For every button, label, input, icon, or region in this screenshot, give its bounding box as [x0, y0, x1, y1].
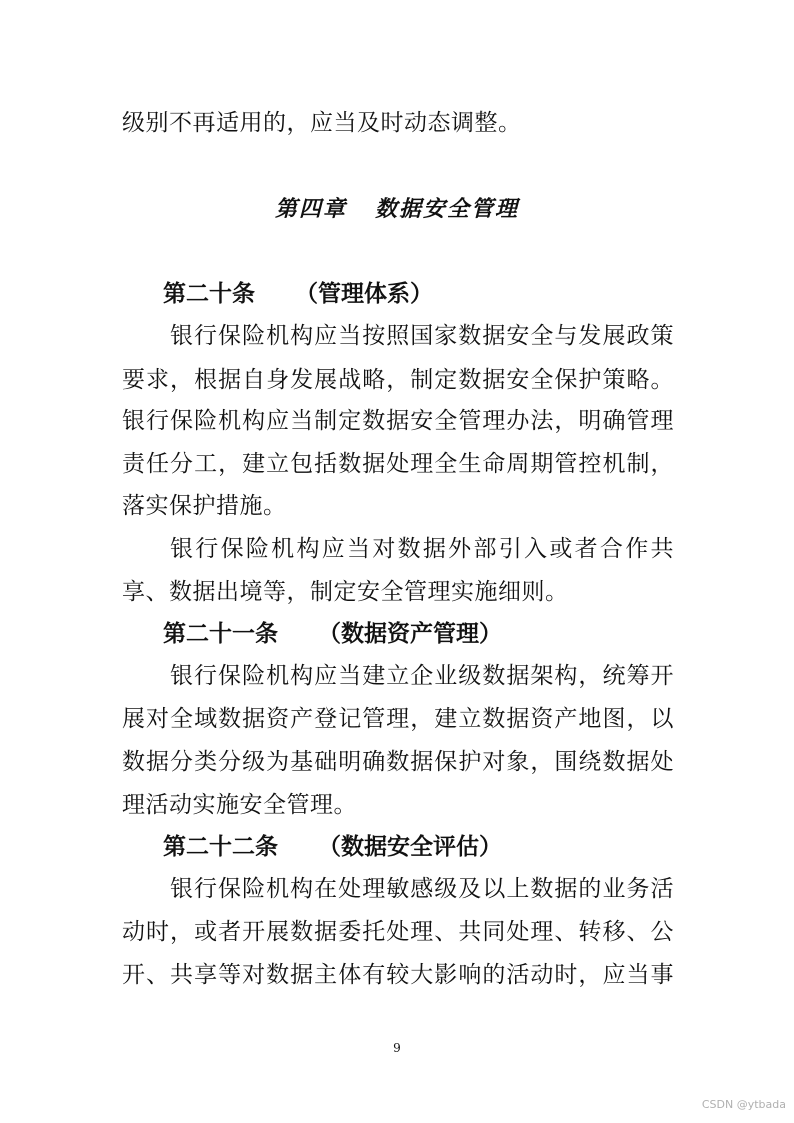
article-22-heading: [163, 831, 502, 863]
text-line: 银行保险机构应当制定数据安全管理办法，明确管理: [122, 408, 674, 434]
text-line: 要求，根据自身发展战略，制定数据安全保护策略。: [122, 367, 674, 393]
article-21-heading: [163, 618, 502, 650]
page-number: 9: [393, 1041, 401, 1055]
text-line: 落实保护措施。: [122, 493, 287, 519]
watermark: CSDN @ytbada: [701, 1098, 786, 1111]
article-number: 第二十二条: [163, 834, 278, 860]
text-line: 数据分类分级为基础明确数据保护对象，围绕数据处: [122, 749, 674, 775]
text-line: 银行保险机构应当对数据外部引入或者合作共: [170, 536, 674, 562]
text-line: 开、共享等对数据主体有较大影响的活动时，应当事: [122, 962, 674, 988]
text-line: 责任分工，建立包括数据处理全生命周期管控机制，: [122, 451, 674, 477]
chapter-heading: [0, 193, 794, 225]
chapter-title: 数据安全管理: [375, 196, 520, 222]
text-line: 银行保险机构在处理敏感级及以上数据的业务活: [170, 876, 674, 902]
text-line: 动时，或者开展数据委托处理、共同处理、转移、公: [122, 919, 674, 945]
article-title: （数据资产管理）: [318, 621, 502, 647]
text-line: 理活动实施安全管理。: [122, 792, 357, 818]
text-line: 级别不再适用的，应当及时动态调整。: [122, 110, 522, 136]
article-20-heading: [163, 278, 433, 310]
article-number: 第二十一条: [163, 621, 278, 647]
article-number: 第二十条: [163, 281, 255, 307]
chapter-number: 第四章: [274, 196, 347, 222]
text-line: 银行保险机构应当建立企业级数据架构，统筹开: [170, 663, 674, 689]
article-title: （管理体系）: [295, 281, 433, 307]
text-line: 享、数据出境等，制定安全管理实施细则。: [122, 579, 569, 605]
text-line: 银行保险机构应当按照国家数据安全与发展政策: [170, 323, 674, 349]
text-line: 展对全域数据资产登记管理，建立数据资产地图，以: [122, 706, 674, 732]
article-title: （数据安全评估）: [318, 834, 502, 860]
